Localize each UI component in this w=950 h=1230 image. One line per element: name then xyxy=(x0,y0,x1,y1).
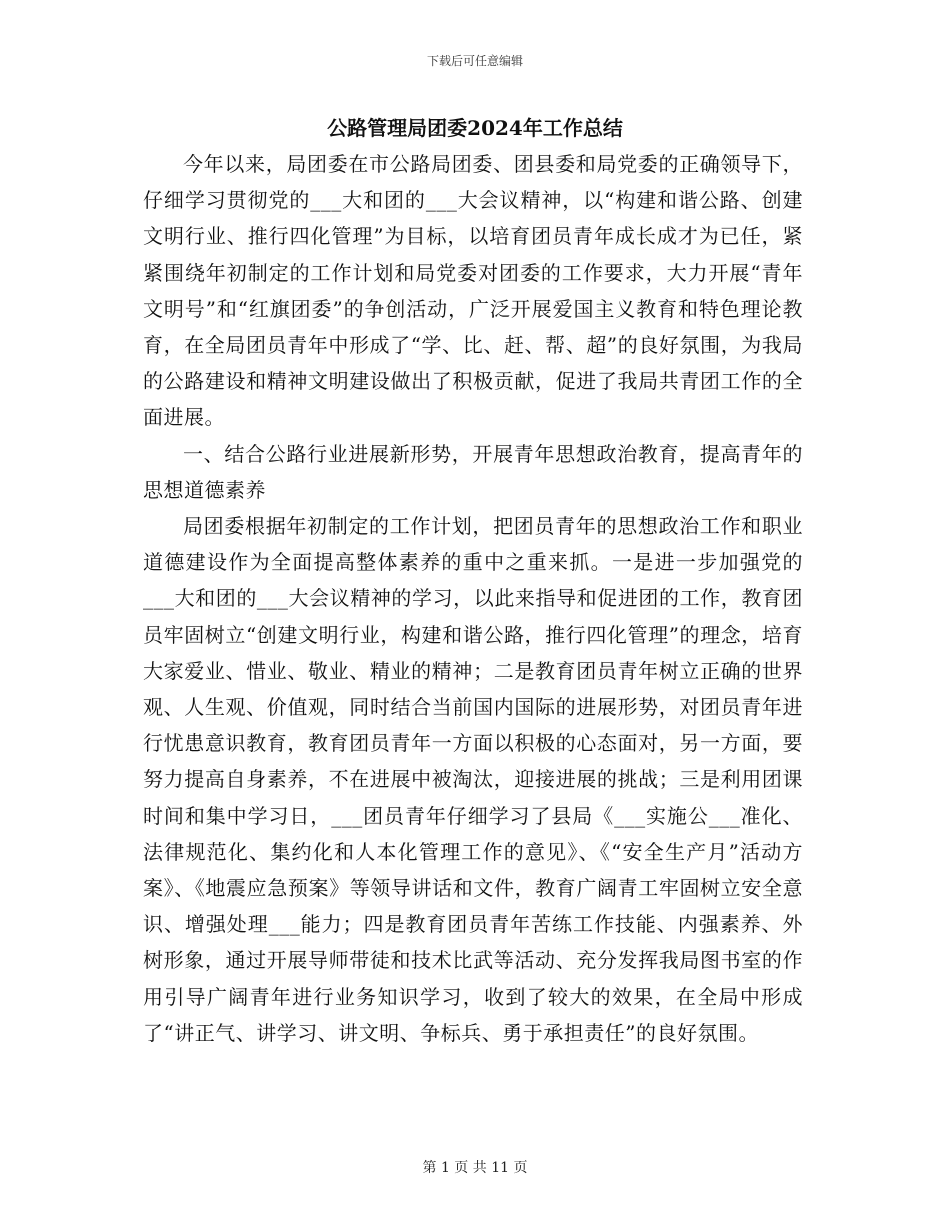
document-title: 公路管理局团委2024年工作总结 xyxy=(327,116,623,140)
document-body xyxy=(143,146,803,1051)
section-heading-1: 一、结合公路行业进展新形势，开展青年思想政治教育，提高青年的思想道德素养 xyxy=(143,441,803,502)
page-header-note: 下载后可任意编辑 xyxy=(426,54,523,68)
paragraph-section-1: 局团委根据年初制定的工作计划，把团员青年的思想政治工作和职业道德建设作为全面提高整体素养的重中之重来抓。一是进一步加强党的___大和团的___大会议精神的学习，以此来指导和促进团的工作，教育团员牢固树立“创建文明行业，构建和谐公路，推行四化管理”的理念，培育大家爱业、惜业、敬业、精业的精神；二是教育团员青年树立正确的世界观、人生观、价值观，同时结合当前国内国际的进展形势，对团员青年进行忧患意识教育，教育团员青年一方面以积极的心态面对，另一方面，要努力提高自身素养，不在进展中被淘汰，迎接进展的挑战；三是利用团课时间和集中学习日，___团员青年仔细学习了县局《___实施公___准化、法律规范化、集约化和人本化管理工作的意见》、《“安全生产月”活动方案》、《地震应急预案》等领导讲话和文件，教育广阔青工牢固树立安全意识、增强处理___能力；四是教育团员青年苦练工作技能、内强素养、外树形象，通过开展导师带徒和技术比武等活动、充分发挥我局图书室的作用引导广阔青年进行业务知识学习，收到了较大的效果，在全局中形成了“讲正气、讲学习、讲文明、争标兵、勇于承担责任”的良好氛围。 xyxy=(143,514,803,1045)
paragraph-intro: 今年以来，局团委在市公路局团委、团县委和局党委的正确领导下，仔细学习贯彻党的___大和团的___大会议精神，以“构建和谐公路、创建文明行业、推行四化管理”为目标，以培育团员青年成长成才为已任，紧紧围绕年初制定的工作计划和局党委对团委的工作要求，大力开展“青年文明号”和“红旗团委”的争创活动，广泛开展爱国主义教育和特色理论教育，在全局团员青年中形成了“学、比、赶、帮、超”的良好氛围，为我局的公路建设和精神文明建设做出了积极贡献，促进了我局共青团工作的全面进展。 xyxy=(143,152,803,430)
page-number: 第 1 页 共 11 页 xyxy=(422,1160,528,1176)
